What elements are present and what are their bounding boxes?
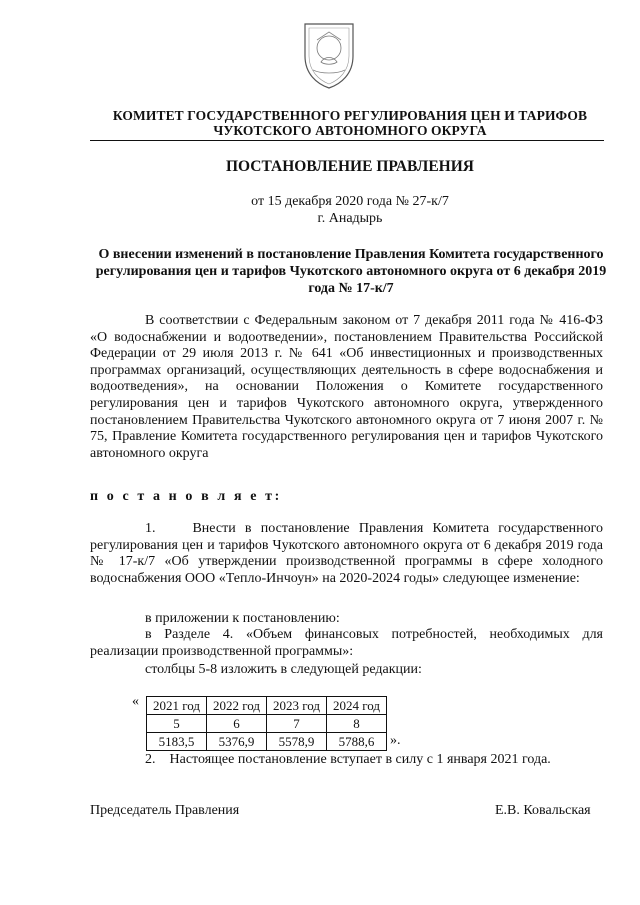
document-subject: О внесении изменений в постановление Правления Комитета государственного регулирования цен и тарифов Чукотского автономного округа от 6 декабря 2019 года № 17-к/7 [95, 247, 607, 296]
table-cell: 5183,5 [147, 733, 207, 751]
document-type: ПОСТАНОВЛЕНИЕ ПРАВЛЕНИЯ [225, 158, 474, 175]
table-cell: 5788,6 [327, 733, 387, 751]
place: г. Анадырь [317, 211, 383, 226]
header-divider [90, 140, 604, 141]
table-cell: 7 [267, 715, 327, 733]
signatory-name: Е.В. Ковальская [495, 803, 591, 818]
table-row [147, 697, 387, 715]
quote-close: ». [390, 733, 401, 748]
item-2: 2. Настоящее постановление вступает в силу с 1 января 2021 года. [145, 752, 551, 767]
authority-line-2: ЧУКОТСКОГО АВТОНОМНОГО ОКРУГА [213, 123, 487, 138]
columns-line: столбцы 5-8 изложить в следующей редакции: [145, 662, 422, 677]
table-cell: 8 [327, 715, 387, 733]
preamble-text: В соответствии с Федеральным законом от 7 декабря 2011 года № 416-ФЗ «О водоснабжении и водоотведении», постановлением Правительства Российской Федерации от 29 июля 2013 г. № 641 «Об инвестиционных и производственных программах организаций, осуществляющих деятельность в сфере водоснабжения и водоотведения», на основании Положения о Комитете государственного регулирования цен и тарифов Чукотского автономного округа, утвержденного постановлением Правительства Чукотского автономного округа от 7 июня 2007 г. № 75, Правление Комитета государственного регулирования цен и тарифов Чукотского автономного округа [90, 313, 603, 461]
authority-line-1: КОМИТЕТ ГОСУДАРСТВЕННОГО РЕГУЛИРОВАНИЯ ЦЕН И ТАРИФОВ [112, 108, 588, 123]
table-cell: 5 [147, 715, 207, 733]
document-meta [90, 193, 610, 227]
table-cell: 5376,9 [207, 733, 267, 751]
signatory-position: Председатель Правления [90, 803, 240, 818]
decree-word: п о с т а н о в л я е т: [90, 489, 282, 504]
table-header-cell: 2022 год [207, 697, 267, 715]
quote-open: « [132, 694, 139, 709]
section-paragraph [90, 627, 603, 660]
table-row [147, 715, 387, 733]
table-header-cell: 2024 год [327, 697, 387, 715]
table-cell: 6 [207, 715, 267, 733]
item-1-text: 1. Внести в постановление Правления Комитета государственного регулирования цен и тарифов Чукотского автономного округа от 6 декабря 2019 года № 17-к/7 «Об утверждении производственной программы в сфере холодного водоснабжения ООО «Тепло-Инчоун» на 2020-2024 годы» следующее изменение: [90, 521, 603, 586]
table-header-cell: 2021 год [147, 697, 207, 715]
appendix-line: в приложении к постановлению: [145, 611, 340, 626]
financial-needs-table [146, 696, 387, 751]
issuing-authority [90, 108, 610, 138]
preamble [90, 313, 603, 462]
table-cell: 5578,9 [267, 733, 327, 751]
section-line: в Разделе 4. «Объем финансовых потребностей, необходимых для реализации производственной программы»: [90, 627, 603, 659]
table-header-cell: 2023 год [267, 697, 327, 715]
date-number: от 15 декабря 2020 года № 27-к/7 [251, 194, 449, 209]
item-1 [90, 521, 603, 587]
table-row [147, 733, 387, 751]
chukotka-coat-of-arms-icon [299, 18, 359, 90]
